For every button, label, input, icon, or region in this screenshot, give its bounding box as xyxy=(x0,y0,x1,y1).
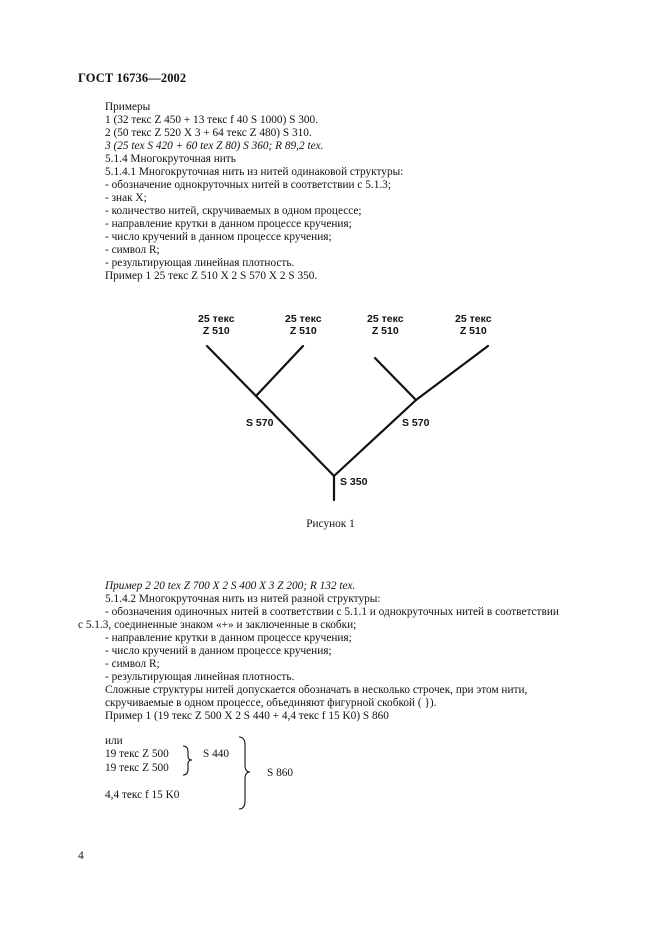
standard-header: ГОСТ 16736—2002 xyxy=(78,71,187,85)
leaf-label-line: 25 текс xyxy=(455,313,492,325)
leaf-label-3 xyxy=(367,313,404,337)
branch-line xyxy=(256,346,303,396)
list-item: - направление крутки в данном процессе кручения; xyxy=(105,632,352,644)
brace-line-1: 19 текс Z 500 xyxy=(105,748,169,760)
section-5-1-4-2-heading: 5.1.4.2 Многокруточная нить из нитей разной структуры: xyxy=(105,593,381,605)
brace-marks xyxy=(0,733,661,813)
list-item: - символ R; xyxy=(105,244,160,256)
leaf-label-line: 25 текс xyxy=(367,313,404,325)
list-item: - результирующая линейная плотность. xyxy=(105,671,295,683)
node-label-left: S 570 xyxy=(246,417,274,429)
leaf-label-2 xyxy=(285,313,322,337)
leaf-label-line: Z 510 xyxy=(459,325,487,337)
outer-brace xyxy=(239,737,250,809)
outer-result: S 860 xyxy=(267,767,294,779)
branch-line xyxy=(256,396,334,476)
leaf-label-line: Z 510 xyxy=(202,325,230,337)
or-label: или xyxy=(105,735,123,747)
branch-line xyxy=(207,346,256,396)
list-item: - число кручений в данном процессе кручения; xyxy=(105,645,332,657)
examples-heading: Примеры xyxy=(105,101,151,113)
node-label-right: S 570 xyxy=(402,417,430,429)
diagram-lines xyxy=(0,300,661,515)
example-2-label: Пример 2 xyxy=(105,580,151,592)
leaf-label-line: 25 текс xyxy=(198,313,235,325)
list-item: - знак X; xyxy=(105,192,147,204)
brace-notation-example xyxy=(0,733,661,813)
leaf-label-line: 25 текс xyxy=(285,313,322,325)
leaf-label-line: Z 510 xyxy=(289,325,317,337)
example-2-line xyxy=(105,580,355,593)
paragraph-line: Сложные структуры нитей допускается обозначать в несколько строчек, при этом нити, xyxy=(105,684,528,696)
example-2-text: 20 tex Z 700 X 2 S 400 X 3 Z 200; R 132 tex. xyxy=(150,580,356,592)
example-line-3: 3 (25 tex S 420 + 60 tex Z 80) S 360; R 89,2 tex. xyxy=(105,140,324,152)
twist-structure-diagram xyxy=(0,300,661,515)
inner-result: S 440 xyxy=(203,748,230,760)
branch-line xyxy=(334,400,416,476)
list-item: - результирующая линейная плотность. xyxy=(105,257,295,269)
page-number: 4 xyxy=(78,850,84,862)
figure-caption: Рисунок 1 xyxy=(306,518,355,530)
list-item: - направление крутки в данном процессе кручения; xyxy=(105,218,352,230)
example-final-formula: Пример 1 (19 текс Z 500 X 2 S 440 + 4,4 текс f 15 K0) S 860 xyxy=(105,710,389,722)
section-5-1-4-1-heading: 5.1.4.1 Многокруточная нить из нитей одинаковой структуры: xyxy=(105,166,404,178)
branch-line xyxy=(416,346,488,400)
example-line-1: 1 (32 текс Z 450 + 13 текс f 40 S 1000) S 300. xyxy=(105,114,319,126)
leaf-label-1 xyxy=(198,313,235,337)
example-line-2: 2 (50 текс Z 520 X 3 + 64 текс Z 480) S 310. xyxy=(105,127,312,139)
root-label: S 350 xyxy=(340,476,368,488)
inner-brace xyxy=(183,746,192,775)
branch-line xyxy=(375,358,416,400)
list-item-continuation: с 5.1.3, соединенные знаком «+» и заключенные в скобки; xyxy=(78,619,357,631)
list-item: - символ R; xyxy=(105,658,160,670)
leaf-label-4 xyxy=(455,313,492,337)
paragraph-line: скручиваемые в одном процессе, объединяют фигурной скобкой ( }). xyxy=(105,697,437,709)
example-1-formula: Пример 1 25 текс Z 510 X 2 S 570 X 2 S 350. xyxy=(105,270,318,282)
list-item: - число кручений в данном процессе кручения; xyxy=(105,231,332,243)
list-item: - обозначение однокруточных нитей в соответствии с 5.1.3; xyxy=(105,179,391,191)
list-item: - количество нитей, скручиваемых в одном процессе; xyxy=(105,205,362,217)
brace-line-3: 4,4 текс f 15 K0 xyxy=(105,789,180,801)
brace-line-2: 19 текс Z 500 xyxy=(105,762,169,774)
section-5-1-4-heading: 5.1.4 Многокруточная нить xyxy=(105,153,236,165)
leaf-label-line: Z 510 xyxy=(371,325,399,337)
list-item: - обозначения одиночных нитей в соответствии с 5.1.1 и однокруточных нитей в соответствии xyxy=(105,606,559,618)
